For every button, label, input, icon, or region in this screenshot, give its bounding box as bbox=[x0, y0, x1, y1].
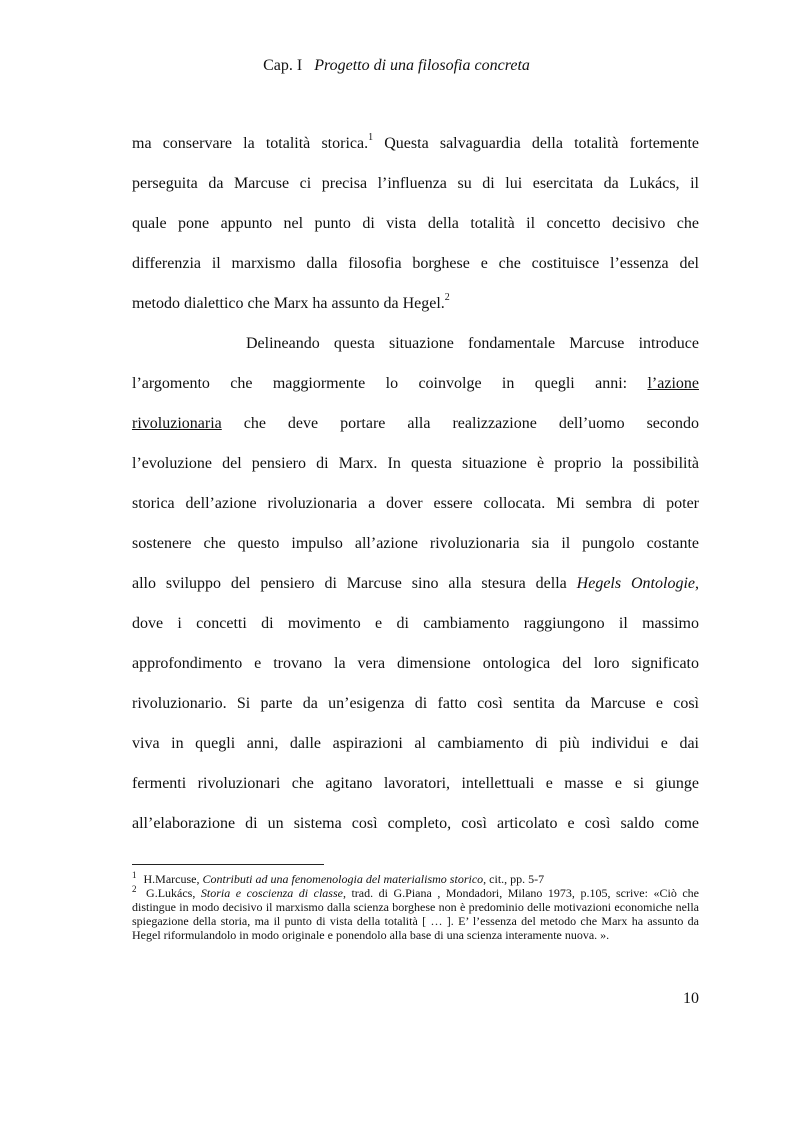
text-line: storica dell’azione rivoluzionaria a dover essere collocata. Mi sembra di poter bbox=[132, 495, 699, 512]
book-title: Hegels Ontologie bbox=[576, 575, 695, 592]
text-line: rivoluzionario. Si parte da un’esigenza di fatto così sentita da Marcuse e così bbox=[132, 695, 699, 712]
text-line: rivoluzionaria che deve portare alla realizzazione dell’uomo secondo bbox=[132, 415, 699, 432]
body-text bbox=[132, 124, 699, 844]
text-line: dove i concetti di movimento e di cambiamento raggiungono il massimo bbox=[132, 615, 699, 632]
underlined-phrase: rivoluzionaria bbox=[132, 415, 222, 432]
text-line: Delineando questa situazione fondamentale Marcuse introduce bbox=[246, 335, 699, 352]
text-line: allo sviluppo del pensiero di Marcuse sino alla stesura della Hegels Ontologie, bbox=[132, 575, 699, 592]
footnote-2: $^2$ G.Lukács, Storia e coscienza di classe, trad. di G.Piana , Mondadori, Milano 1973, p.105, scrive: «Ciò che distingue in modo decisivo il marxismo dalla scienza borghese non è predominio delle motivazioni economiche nella spiegazione della storia, ma il punto di vista della totalità [ … ]. E’ l’essenza del metodo che Marx ha assunto da Hegel riformulandolo in modo originale e ponendolo alla base di una scienza interamente nuova. ». bbox=[132, 884, 699, 942]
text-line: l’argomento che maggiormente lo coinvolge in quegli anni: l’azione bbox=[132, 375, 699, 392]
underlined-phrase: l’azione bbox=[647, 375, 699, 392]
text-line: metodo dialettico che Marx ha assunto da Hegel.$^2$ bbox=[132, 292, 450, 312]
text-line: fermenti rivoluzionari che agitano lavoratori, intellettuali e masse e si giunge bbox=[132, 775, 699, 792]
page-number: 10 bbox=[683, 990, 699, 1007]
text-line: sostenere che questo impulso all’azione rivoluzionaria sia il pungolo costante bbox=[132, 535, 699, 552]
text-line: all’elaborazione di un sistema così completo, così articolato e così saldo come bbox=[132, 815, 699, 832]
footnote-ref-1[interactable]: 1 bbox=[368, 132, 374, 143]
footnote-divider bbox=[132, 864, 324, 865]
text-line: perseguita da Marcuse ci precisa l’influenza su di lui esercitata da Lukács, il bbox=[132, 175, 699, 192]
text-line: ma conservare la totalità storica.$^1$ Questa salvaguardia della totalità fortemente bbox=[132, 132, 699, 152]
footnote-ref-2[interactable]: 2 bbox=[444, 292, 450, 303]
chapter-title: Progetto di una filosofia concreta bbox=[314, 57, 530, 74]
chapter-label: Cap. I bbox=[263, 57, 303, 74]
text-line: approfondimento e trovano la vera dimensione ontologica del loro significato bbox=[132, 655, 699, 672]
text-line: differenzia il marxismo dalla filosofia borghese e che costituisce l’essenza del bbox=[132, 255, 699, 272]
running-header bbox=[0, 57, 793, 75]
footnote-1: $^1$ H.Marcuse, Contributi ad una fenomenologia del materialismo storico, cit., pp. 5-7 bbox=[132, 870, 545, 886]
text-line: quale pone appunto nel punto di vista della totalità il concetto decisivo che bbox=[132, 215, 699, 232]
text-line: viva in quegli anni, dalle aspirazioni al cambiamento di più individui e dai bbox=[132, 735, 699, 752]
text-line: l’evoluzione del pensiero di Marx. In questa situazione è proprio la possibilità bbox=[132, 455, 699, 472]
footnotes bbox=[132, 872, 699, 942]
